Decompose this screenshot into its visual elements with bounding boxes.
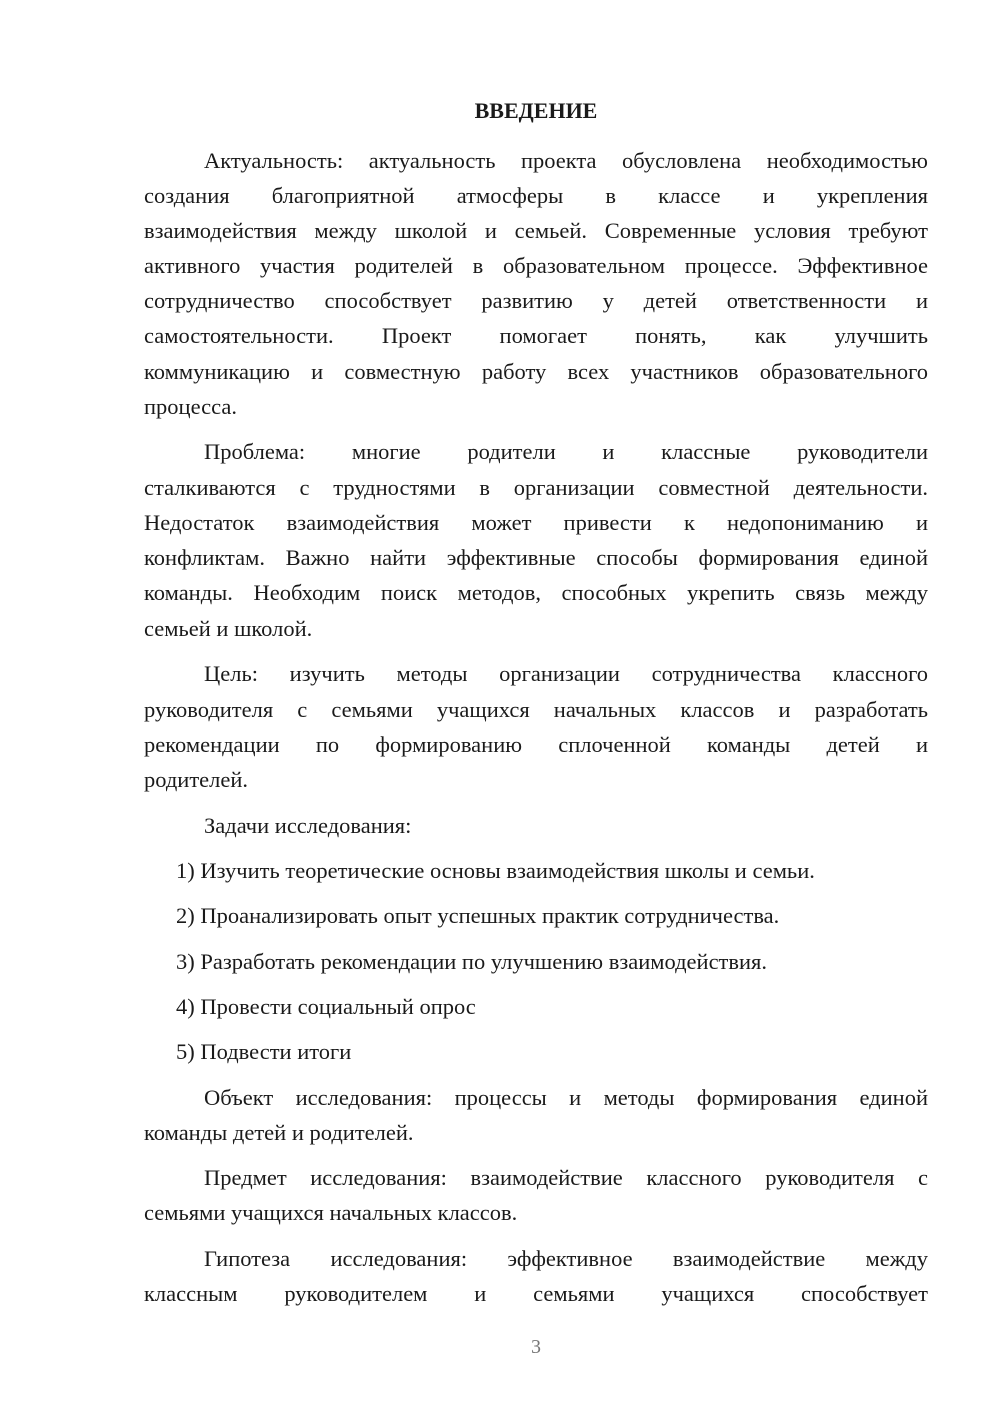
text-line: процесса. [144,394,237,419]
list-item: 5) Подвести итоги [176,1039,352,1064]
text-line: Актуальность: актуальность проекта обусловлена необходимостью [204,148,928,173]
text-line: семьями учащихся начальных классов. [144,1200,518,1225]
text-line: команды. Необходим поиск методов, способных укрепить связь между [144,580,928,605]
text-line: активного участия родителей в образовательном процессе. Эффективное [144,253,928,278]
page-number: 3 [531,1336,541,1358]
text-line: семьей и школой. [144,616,313,641]
text-line: сталкиваются с трудностями в организации совместной деятельности. [144,475,928,500]
text-line: классным руководителем и семьями учащихся способствует [144,1281,928,1306]
text-line: Проблема: многие родители и классные руководители [204,439,928,464]
text-line: создания благоприятной атмосферы в классе и укрепления [144,183,928,208]
list-item: 2) Проанализировать опыт успешных практик сотрудничества. [176,903,780,928]
text-line: Недостаток взаимодействия может привести к недопониманию и [144,510,928,535]
text-line: Цель: изучить методы организации сотрудничества классного [204,661,928,686]
text-line: Предмет исследования: взаимодействие классного руководителя с [204,1165,928,1190]
text-line: руководителя с семьями учащихся начальных классов и разработать [144,697,928,722]
text-line: самостоятельности. Проект помогает понять, как улучшить [144,323,928,348]
text-line: сотрудничество способствует развитию у детей ответственности и [144,288,928,313]
list-item: 1) Изучить теоретические основы взаимодействия школы и семьи. [176,858,815,883]
list-item: 3) Разработать рекомендации по улучшению взаимодействия. [176,949,768,974]
text-line: коммуникацию и совместную работу всех участников образовательного [144,359,928,384]
text-line: конфликтам. Важно найти эффективные способы формирования единой [144,545,928,570]
text-line: рекомендации по формированию сплоченной команды детей и [144,732,928,757]
tasks-title: Задачи исследования: [204,813,412,838]
text-line: взаимодействия между школой и семьей. Современные условия требуют [144,218,928,243]
text-line: Объект исследования: процессы и методы формирования единой [204,1085,928,1110]
section-heading: ВВЕДЕНИЕ [474,98,598,123]
text-line: Гипотеза исследования: эффективное взаимодействие между [204,1246,928,1271]
list-item: 4) Провести социальный опрос [176,994,476,1019]
text-line: команды детей и родителей. [144,1120,414,1145]
text-line: родителей. [144,767,249,792]
